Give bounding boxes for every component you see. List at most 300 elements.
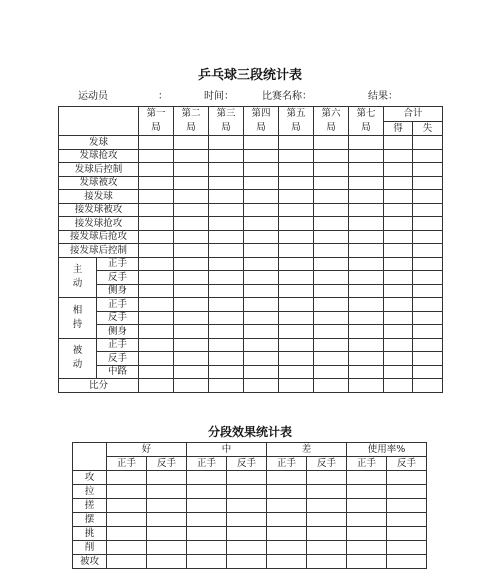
data-cell [209,298,244,312]
sub-row-label: 反手 [97,311,139,325]
header-row [59,107,443,122]
data-cell [267,485,307,499]
row-label: 接发球抢攻 [59,217,139,231]
data-cell [387,513,427,527]
data-cell [187,485,227,499]
data-cell [174,365,209,379]
data-cell [209,284,244,298]
data-cell [279,325,314,339]
technique-label: 摆 [73,513,107,527]
row-label: 发球抢攻 [59,149,139,163]
data-cell [347,527,387,541]
data-cell [413,298,443,312]
section-effect-table [72,442,427,569]
total-header: 合计 [384,107,443,122]
data-cell [314,244,349,258]
technique-label: 攻 [73,471,107,485]
data-cell [413,325,443,339]
table-row [59,149,443,163]
data-cell [347,499,387,513]
data-cell [147,471,187,485]
data-cell [349,298,384,312]
data-cell [349,311,384,325]
data-cell [314,217,349,231]
technique-label: 被攻 [73,555,107,569]
data-cell [413,244,443,258]
data-cell [244,338,279,352]
table-row [73,485,427,499]
data-cell [349,149,384,163]
data-cell [349,163,384,177]
data-cell [139,244,174,258]
data-cell [139,271,174,285]
data-cell [107,485,147,499]
data-cell [187,499,227,513]
data-cell [209,338,244,352]
data-cell [279,190,314,204]
data-cell [413,163,443,177]
gain-header: 得 [384,121,413,136]
data-cell [279,352,314,366]
data-cell [384,271,413,285]
data-cell [384,136,413,150]
data-cell [227,485,267,499]
sub-row-label: 正手 [97,338,139,352]
group-label-line1: 主 [72,264,83,276]
header-row [73,443,427,457]
sub-row-label: 正手 [97,257,139,271]
data-cell [314,365,349,379]
grade-header: 好 [107,443,187,457]
data-cell [139,284,174,298]
row-label: 发球后控制 [59,163,139,177]
data-cell [349,136,384,150]
group-label [59,338,97,379]
data-cell [413,190,443,204]
data-cell [244,136,279,150]
technique-label: 削 [73,541,107,555]
round-header-line2: 局 [326,122,336,133]
table-row [59,244,443,258]
table-row [59,203,443,217]
data-cell [279,176,314,190]
data-cell [139,352,174,366]
data-cell [384,284,413,298]
row-label: 接发球后控制 [59,244,139,258]
table-row [73,471,427,485]
table-row [59,298,443,312]
group-label [59,257,97,298]
data-cell [187,555,227,569]
athlete-label: 运动员 [78,91,108,102]
round-header-line1: 第一 [146,108,166,119]
data-cell [187,471,227,485]
data-cell [349,352,384,366]
grade-header: 差 [267,443,347,457]
data-cell [279,257,314,271]
data-cell [279,379,314,393]
data-cell [139,203,174,217]
data-cell [279,149,314,163]
round-header [349,107,384,136]
data-cell [244,190,279,204]
data-cell [209,190,244,204]
data-cell [314,338,349,352]
data-cell [307,471,347,485]
row-label: 发球 [59,136,139,150]
data-cell [384,365,413,379]
table-row [59,284,443,298]
data-cell [139,149,174,163]
round-header-line2: 局 [151,122,161,133]
table-row [73,513,427,527]
data-cell [187,527,227,541]
data-cell [107,541,147,555]
data-cell [227,513,267,527]
table-row [73,541,427,555]
data-cell [244,163,279,177]
data-cell [413,379,443,393]
data-cell [349,190,384,204]
table-row [59,230,443,244]
data-cell [244,244,279,258]
page-title: 乒乓球三段统计表 [197,68,302,83]
data-cell [349,244,384,258]
data-cell [244,217,279,231]
group-label-line1: 相 [72,304,83,316]
data-cell [174,190,209,204]
data-cell [349,203,384,217]
data-cell [279,230,314,244]
data-cell [174,244,209,258]
data-cell [174,311,209,325]
data-cell [307,485,347,499]
table-row [59,257,443,271]
data-cell [174,257,209,271]
data-cell [307,513,347,527]
data-cell [209,365,244,379]
data-cell [227,541,267,555]
table-row [59,365,443,379]
backhand-header: 反手 [227,457,267,471]
data-cell [209,217,244,231]
round-header [139,107,174,136]
backhand-header: 反手 [307,457,347,471]
data-cell [349,271,384,285]
data-cell [139,230,174,244]
data-cell [413,311,443,325]
data-cell [314,203,349,217]
data-cell [384,203,413,217]
data-cell [384,352,413,366]
data-cell [227,555,267,569]
data-cell [384,298,413,312]
data-cell [279,298,314,312]
table-row [73,499,427,513]
data-cell [307,541,347,555]
data-cell [349,379,384,393]
data-cell [139,190,174,204]
data-cell [209,163,244,177]
round-header-line2: 局 [221,122,231,133]
data-cell [139,257,174,271]
data-cell [384,311,413,325]
data-cell [227,527,267,541]
data-cell [314,284,349,298]
data-cell [174,352,209,366]
data-cell [209,311,244,325]
data-cell [267,499,307,513]
data-cell [244,203,279,217]
round-header-line2: 局 [186,122,196,133]
data-cell [279,163,314,177]
table-row [59,176,443,190]
grade-header: 中 [187,443,267,457]
round-header [314,107,349,136]
table-row [59,325,443,339]
data-cell [279,338,314,352]
loss-header: 失 [413,121,443,136]
data-cell [279,244,314,258]
corner-cell [73,443,107,471]
table-row [59,163,443,177]
data-cell [413,284,443,298]
data-cell [413,352,443,366]
data-cell [174,136,209,150]
data-cell [413,149,443,163]
backhand-header: 反手 [387,457,427,471]
data-cell [209,352,244,366]
data-cell [267,513,307,527]
data-cell [209,379,244,393]
forehand-header: 正手 [107,457,147,471]
data-cell [387,471,427,485]
data-cell [244,365,279,379]
data-cell [314,352,349,366]
data-cell [349,217,384,231]
data-cell [174,284,209,298]
round-header-line2: 局 [361,122,371,133]
data-cell [174,203,209,217]
data-cell [209,244,244,258]
data-cell [314,230,349,244]
data-cell [384,257,413,271]
data-cell [147,527,187,541]
data-cell [227,499,267,513]
score-row [59,379,443,393]
row-label: 接发球后抢攻 [59,230,139,244]
data-cell [244,230,279,244]
subheader-row [73,457,427,471]
data-cell [307,555,347,569]
data-cell [314,379,349,393]
data-cell [413,203,443,217]
data-cell [267,541,307,555]
technique-label: 挑 [73,527,107,541]
data-cell [387,485,427,499]
data-cell [107,555,147,569]
sub-row-label: 中路 [97,365,139,379]
table-row [59,271,443,285]
data-cell [139,379,174,393]
data-cell [174,298,209,312]
round-header-line1: 第五 [286,108,306,119]
sub-row-label: 侧身 [97,325,139,339]
data-cell [384,217,413,231]
data-cell [413,217,443,231]
data-cell [139,136,174,150]
data-cell [349,257,384,271]
grade-header: 使用率% [347,443,427,457]
score-label: 比分 [59,379,139,393]
data-cell [209,325,244,339]
section-effect-title: 分段效果统计表 [207,425,292,439]
round-header-line1: 第二 [181,108,201,119]
data-cell [347,513,387,527]
data-cell [314,298,349,312]
data-cell [139,311,174,325]
data-cell [209,257,244,271]
data-cell [107,499,147,513]
data-cell [384,230,413,244]
data-cell [279,365,314,379]
data-cell [384,149,413,163]
table-row [73,527,427,541]
data-cell [314,163,349,177]
sub-row-label: 反手 [97,352,139,366]
data-cell [387,541,427,555]
data-cell [174,149,209,163]
data-cell [139,325,174,339]
group-label [59,298,97,339]
backhand-header: 反手 [147,457,187,471]
round-header-line2: 局 [291,122,301,133]
data-cell [147,541,187,555]
round-header [174,107,209,136]
sub-row-label: 侧身 [97,284,139,298]
data-cell [147,499,187,513]
data-cell [384,190,413,204]
round-header [209,107,244,136]
athlete-colon: ： [158,91,168,102]
round-header [244,107,279,136]
data-cell [314,176,349,190]
data-cell [349,230,384,244]
group-label-line1: 被 [72,345,83,357]
data-cell [349,284,384,298]
data-cell [347,555,387,569]
table-row [59,217,443,231]
row-label: 接发球被攻 [59,203,139,217]
data-cell [347,541,387,555]
group-label-line2: 动 [72,278,83,290]
data-cell [244,284,279,298]
data-cell [147,485,187,499]
data-cell [174,325,209,339]
data-cell [413,338,443,352]
data-cell [139,365,174,379]
data-cell [244,176,279,190]
data-cell [279,271,314,285]
data-cell [413,176,443,190]
data-cell [147,513,187,527]
data-cell [139,217,174,231]
data-cell [384,176,413,190]
data-cell [413,271,443,285]
data-cell [279,203,314,217]
round-header-line1: 第六 [321,108,341,119]
data-cell [267,555,307,569]
data-cell [279,284,314,298]
data-cell [279,217,314,231]
data-cell [314,311,349,325]
data-cell [174,176,209,190]
data-cell [244,271,279,285]
data-cell [349,365,384,379]
data-cell [139,298,174,312]
data-cell [387,499,427,513]
data-cell [174,217,209,231]
table-row [59,136,443,150]
data-cell [349,325,384,339]
data-cell [314,190,349,204]
data-cell [314,271,349,285]
row-label: 发球被攻 [59,176,139,190]
data-cell [387,555,427,569]
round-header-line1: 第七 [356,108,376,119]
row-label: 接发球 [59,190,139,204]
data-cell [387,527,427,541]
sub-row-label: 正手 [97,298,139,312]
data-cell [107,527,147,541]
data-cell [413,257,443,271]
data-cell [174,271,209,285]
data-cell [384,244,413,258]
match-name-label: 比赛名称： [262,91,312,102]
data-cell [107,513,147,527]
table-row [59,311,443,325]
corner-cell [59,107,139,136]
data-cell [347,471,387,485]
data-cell [307,527,347,541]
data-cell [147,555,187,569]
round-header [279,107,314,136]
data-cell [227,471,267,485]
data-cell [209,176,244,190]
data-cell [279,311,314,325]
data-cell [244,379,279,393]
data-cell [314,136,349,150]
data-cell [139,338,174,352]
data-cell [314,149,349,163]
data-cell [349,338,384,352]
result-label: 结果： [368,91,398,102]
table-row [73,555,427,569]
data-cell [174,379,209,393]
three-phase-stats-table [58,106,443,393]
data-cell [244,352,279,366]
data-cell [384,325,413,339]
data-cell [244,149,279,163]
table-row [59,190,443,204]
table-row [59,352,443,366]
time-label: 时间： [204,91,234,102]
data-cell [174,163,209,177]
data-cell [174,230,209,244]
group-label-line2: 持 [72,318,83,330]
data-cell [384,163,413,177]
data-cell [244,325,279,339]
